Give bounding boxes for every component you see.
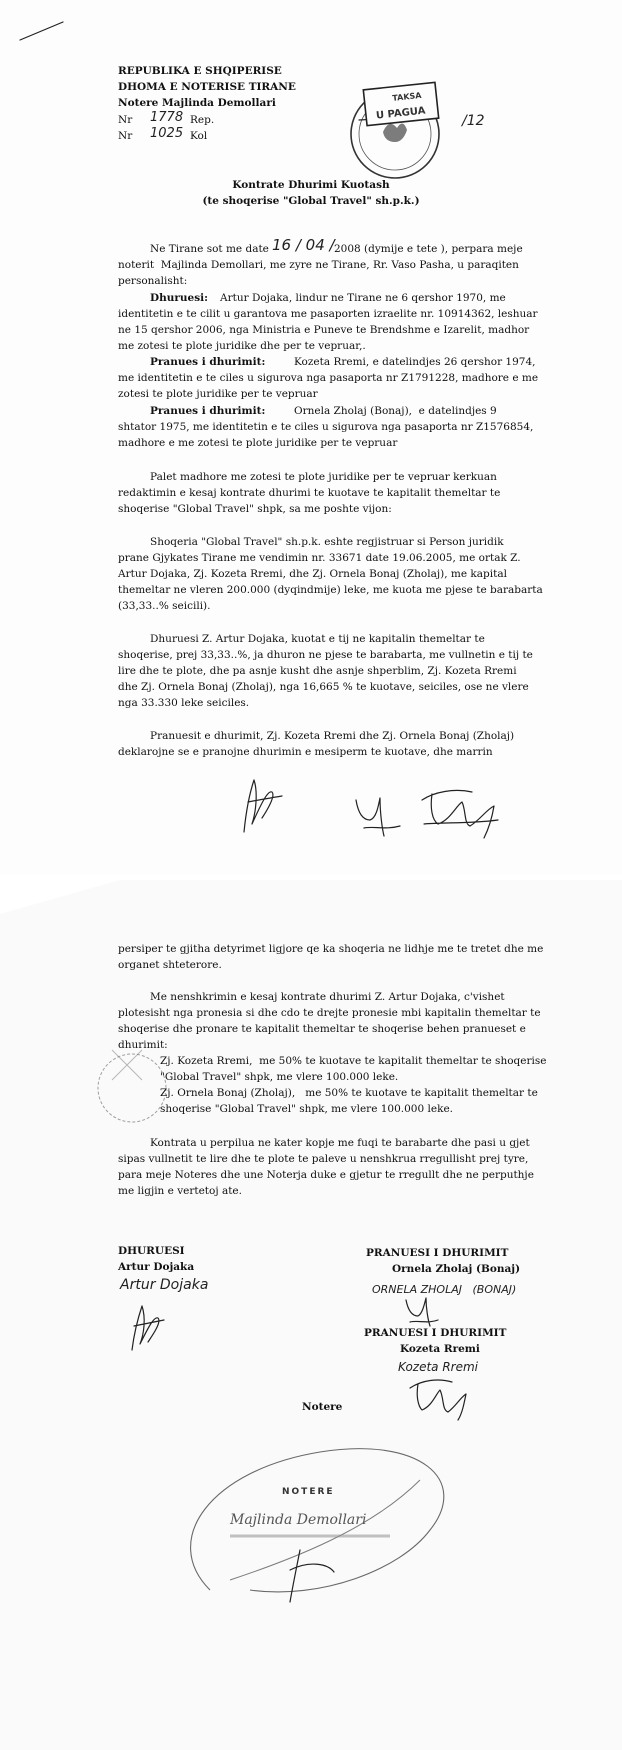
intro-line-3: personalisht:: [118, 275, 188, 287]
company-line-3: Artur Dojaka, Zj. Kozeta Rremi, dhe Zj. Ornela Bonaj (Zholaj), me kapital: [118, 568, 507, 580]
donor-line-4: me zotesi te plote juridike dhe per te vepruar,.: [118, 340, 366, 352]
recipient-kozeta-handwritten: Kozeta Rremi: [398, 1360, 479, 1374]
header-notary: Notere Majlinda Demollari: [118, 97, 276, 109]
parties-line-3: shoqerise "Global Travel" shpk, sa me poshte vijon:: [118, 503, 392, 515]
recipient-ornela-title: PRANUESI I DHURIMIT: [366, 1247, 509, 1259]
closing-line-1: Kontrata u perpilua ne kater kopje me fuqi te barabarte dhe pasi u gjet: [150, 1137, 530, 1149]
kozeta-share-line-1: Zj. Kozeta Rremi, me 50% te kuotave te kapitalit themeltar te shoqerise: [160, 1055, 547, 1067]
company-line-1: Shoqeria "Global Travel" sh.p.k. eshte regjistruar si Person juridik: [150, 536, 504, 548]
recipient2-line-3: madhore e me zotesi te plote juridike per te vepruar: [118, 437, 398, 449]
donor-line-2: identitetin e te cilit u garantova me pasaporten izraelite nr. 10914362, leshuar: [118, 308, 538, 320]
closing-line-2: sipas vullnetit te lire dhe te plote te paleve u nenshkrua rregullisht prej tyre,: [118, 1153, 529, 1165]
company-line-2: prane Gjykates Tirane me vendimin nr. 33671 date 19.06.2005, me ortak Z.: [118, 552, 521, 564]
notary-stamp-line2: Majlinda Demollari: [230, 1512, 367, 1528]
rep-prefix: Nr: [118, 114, 133, 126]
rep-number: 1778: [150, 110, 184, 125]
parties-line-2: redaktimin e kesaj kontrate dhurimi te kuotave te kapitalit themeltar te: [118, 487, 501, 499]
ornela-share-line-2: shoqerise "Global Travel" shpk, me vlere 100.000 leke.: [160, 1103, 453, 1115]
intro-line-1b: 2008 (dymije e tete ), perpara meje: [334, 243, 523, 255]
signature-ornela-p2: [402, 1294, 442, 1330]
recipient1-label: Pranues i dhurimit:: [150, 356, 266, 368]
intro-line-2: noterit Majlinda Demollari, me zyre ne Tirane, Rr. Vaso Pasha, u paraqiten: [118, 259, 519, 271]
donation-line-4: dhe Zj. Ornela Bonaj (Zholaj), nga 16,665 % te kuotave, seiciles, ose ne vlere: [118, 681, 529, 693]
ornela-share-line-1: Zj. Ornela Bonaj (Zholaj), me 50% te kuotave te kapitalit themeltar te: [160, 1087, 538, 1099]
kol-number: 1025: [150, 126, 184, 141]
donor-name: Artur Dojaka: [118, 1261, 195, 1273]
header-chamber: DHOMA E NOTERISE TIRANE: [118, 81, 296, 93]
closing-line-4: me ligjin e vertetoj ate.: [118, 1185, 242, 1197]
signature-donor-p1: [232, 772, 292, 842]
recipient2-line-2: shtator 1975, me identitetin e te ciles u sigurova nga pasaporta nr Z1576854,: [118, 421, 534, 433]
recipient2-label: Pranues i dhurimit:: [150, 405, 266, 417]
intro-date-handwritten: 16 / 04 /: [272, 236, 335, 254]
acceptance-line-2: deklarojne se e pranojne dhurimin e mesiperm te kuotave, dhe marrin: [118, 746, 493, 758]
company-line-4: themeltar ne vleren 200.000 (dyqindmije) leke, me kuota me pjese te barabarta: [118, 584, 543, 596]
notary-stamp-line1: NOTERE: [282, 1487, 335, 1497]
tax-stamp-line1: TAKSA: [391, 90, 422, 103]
divest-line-2: plotesisht nga pronesia si dhe cdo te drejte pronesie mbi kapitalin themeltar te: [118, 1007, 541, 1019]
acceptance-line-1: Pranuesit e dhurimit, Zj. Kozeta Rremi dhe Zj. Ornela Bonaj (Zholaj): [150, 730, 515, 742]
donation-line-3: lire dhe te plote, dhe pa asnje kusht dhe asnje shperblim, Zj. Kozeta Rremi: [118, 665, 517, 677]
divest-line-4: dhurimit:: [118, 1039, 168, 1051]
donor-line-3: ne 15 qershor 2006, nga Ministria e Puneve te Brendshme e Izarelit, madhor: [118, 324, 530, 336]
donor-label: Dhuruesi:: [150, 292, 208, 304]
divest-line-3: shoqerise dhe pronare te kapitalit themeltar te shoqerise behen pranueset e: [118, 1023, 526, 1035]
rep-label: Rep.: [190, 114, 215, 126]
donation-line-1: Dhuruesi Z. Artur Dojaka, kuotat e tij ne kapitalin themeltar te: [150, 633, 485, 645]
donation-line-5: nga 33.330 leke seiciles.: [118, 697, 250, 709]
intro-line-1a: Ne Tirane sot me date: [150, 243, 269, 255]
page-fold-corner: [0, 880, 120, 914]
closing-line-3: para meje Noteres dhe une Noterja duke e gjetur te rregullt dhe ne perputhje: [118, 1169, 534, 1181]
kol-prefix: Nr: [118, 130, 133, 142]
header-republic: REPUBLIKA E SHQIPERISE: [118, 65, 282, 77]
document-page-2: [0, 880, 622, 1750]
notary-stamp-and-signature: [170, 1440, 470, 1610]
contract-subtitle: (te shoqerise "Global Travel" sh.p.k.): [202, 195, 420, 207]
recipient-kozeta-title: PRANUESI I DHURIMIT: [364, 1327, 507, 1339]
donor-line-1: Artur Dojaka, lindur ne Tirane ne 6 qershor 1970, me: [220, 292, 506, 304]
recipient1-line-3: zotesi te plote juridike per te vepruar: [118, 388, 318, 400]
tax-stamp-line2: U PAGUA: [375, 105, 426, 122]
signature-kozeta-p2: [404, 1372, 474, 1422]
signature-ornela-p1: [350, 790, 410, 840]
recipient-kozeta-name: Kozeta Rremi: [400, 1343, 480, 1355]
recipient1-line-2: me identitetin e te ciles u sigurova nga pasaporta nr Z1791228, madhore e me: [118, 372, 539, 384]
recipient2-line-1: Ornela Zholaj (Bonaj), e datelindjes 9: [294, 405, 497, 417]
kozeta-share-line-2: "Global Travel" shpk, me vlere 100.000 leke.: [160, 1071, 399, 1083]
signature-donor-p2: [122, 1300, 172, 1360]
donor-handwritten-name: Artur Dojaka: [120, 1277, 209, 1293]
parties-line-1: Palet madhore me zotesi te plote juridike per te vepruar kerkuan: [150, 471, 497, 483]
tax-stamp: [345, 72, 465, 182]
signature-kozeta-p1: [414, 780, 504, 840]
recipient1-line-1: Kozeta Rremi, e datelindjes 26 qershor 1974,: [294, 356, 536, 368]
recipient-ornela-name: Ornela Zholaj (Bonaj): [392, 1263, 521, 1275]
divest-line-1: Me nenshkrimin e kesaj kontrate dhurimi Z. Artur Dojaka, c'vishet: [150, 991, 505, 1003]
recipient-ornela-handwritten: ORNELA ZHOLAJ (BONAJ): [372, 1283, 517, 1296]
stamp-handwritten-number: /12: [462, 113, 485, 129]
notary-label: Notere: [302, 1401, 343, 1413]
contract-title: Kontrate Dhurimi Kuotash: [232, 179, 390, 191]
donation-line-2: shoqerise, prej 33,33..%, ja dhuron ne pjese te barabarta, me vullnetin e tij te: [118, 649, 533, 661]
pen-mark: [18, 18, 68, 48]
p2-line-2: organet shteterore.: [118, 959, 222, 971]
kol-label: Kol: [190, 130, 208, 142]
company-line-5: (33,33..% seicili).: [118, 600, 211, 612]
donor-title: DHURUESI: [118, 1245, 185, 1257]
p2-line-1: persiper te gjitha detyrimet ligjore qe ka shoqeria ne lidhje me te tretet dhe me: [118, 943, 544, 955]
